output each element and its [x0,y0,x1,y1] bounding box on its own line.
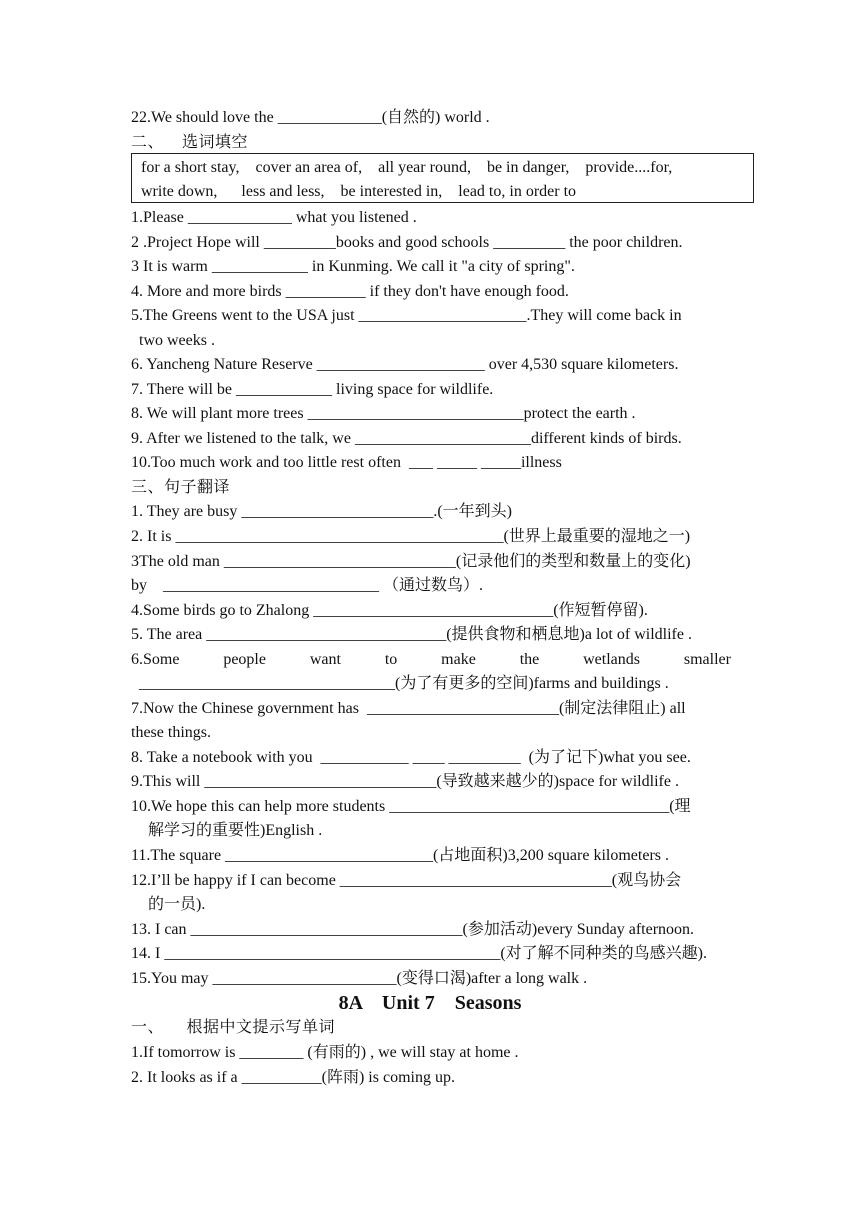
item-6-word: make [441,651,476,668]
translate-item-12: 12.I’ll be happy if I can become __________________________________(观鸟协会 [131,872,682,889]
translate-item-10: 10.We hope this can help more students ___________________________________(理 [131,798,691,815]
translate-item-6 [131,650,731,670]
fill-item-9: 9. After we listened to the talk, we ______________________different kinds of birds. [131,430,682,447]
fill-item-4: 4. More and more birds __________ if they don't have enough food. [131,283,569,300]
translate-item-2: 2. It is _________________________________________(世界上最重要的湿地之一) [131,528,691,545]
fill-item-8: 8. We will plant more trees ___________________________protect the earth . [131,405,636,422]
translate-item-15: 15.You may _______________________(变得口渴)after a long walk . [131,970,588,987]
word-bank-line-2: write down, less and less, be interested in, lead to, in order to [141,183,577,200]
fill-item-1: 1.Please _____________ what you listened . [131,209,417,226]
word-bank-box [131,153,754,203]
fill-item-5-continued: two weeks . [139,332,215,349]
section-3-heading: 三、句子翻译 [131,479,231,496]
item-6-word: the [519,651,540,668]
item-6-word: smaller [683,651,731,668]
question-22: 22.We should love the _____________(自然的) world . [131,109,490,126]
fill-item-7: 7. There will be ____________ living space for wildlife. [131,381,494,398]
fill-item-10: 10.Too much work and too little rest often ___ _____ _____illness [131,454,562,471]
translate-item-13: 13. I can __________________________________(参加活动)every Sunday afternoon. [131,921,695,938]
translate-item-14: 14. I __________________________________________(对了解不同种类的鸟感兴趣). [131,945,707,962]
fill-item-6: 6. Yancheng Nature Reserve _____________________ over 4,530 square kilometers. [131,356,679,373]
item-6-word: 6.Some [131,651,180,668]
translate-item-7: 7.Now the Chinese government has ________________________(制定法律阻止) all [131,700,686,717]
translate-item-7-continued: these things. [131,724,211,741]
fill-item-2: 2 .Project Hope will _________books and good schools _________ the poor children. [131,234,683,251]
translate-item-3-continued: by ___________________________ （通过数鸟）. [131,577,484,594]
translate-item-9: 9.This will _____________________________(导致越来越少的)space for wildlife . [131,773,679,790]
section-2-heading: 二、 选词填空 [131,134,249,151]
word-item-1: 1.If tomorrow is ________ (有雨的) , we will stay at home . [131,1044,519,1061]
unit-title: 8A Unit 7 Seasons [338,992,522,1014]
translate-item-6-continued: ________________________________(为了有更多的空间)farms and buildings . [139,675,669,692]
item-6-word: to [384,651,398,668]
translate-item-1: 1. They are busy ________________________.(一年到头) [131,503,513,520]
word-bank-line-1: for a short stay, cover an area of, all year round, be in danger, provide....for, [141,159,673,176]
item-6-word: want [309,651,341,668]
word-item-2: 2. It looks as if a __________(阵雨) is coming up. [131,1069,455,1086]
item-6-word: wetlands [583,651,640,668]
translate-item-10-continued: 解学习的重要性)English . [148,822,323,839]
translate-item-8: 8. Take a notebook with you ___________ ____ _________ (为了记下)what you see. [131,749,691,766]
section-1-heading: 一、 根据中文提示写单词 [131,1019,336,1036]
translate-item-4: 4.Some birds go to Zhalong ______________________________(作短暂停留). [131,602,648,619]
fill-item-3: 3 It is warm ____________ in Kunming. We call it "a city of spring". [131,258,575,275]
translate-item-5: 5. The area ______________________________(提供食物和栖息地)a lot of wildlife . [131,626,692,643]
item-6-word: people [223,651,266,668]
fill-item-5: 5.The Greens went to the USA just _____________________.They will come back in [131,307,682,324]
translate-item-11: 11.The square __________________________(占地面积)3,200 square kilometers . [131,847,669,864]
translate-item-12-continued: 的一员). [148,896,206,913]
translate-item-3: 3The old man _____________________________(记录他们的类型和数量上的变化) [131,553,691,570]
